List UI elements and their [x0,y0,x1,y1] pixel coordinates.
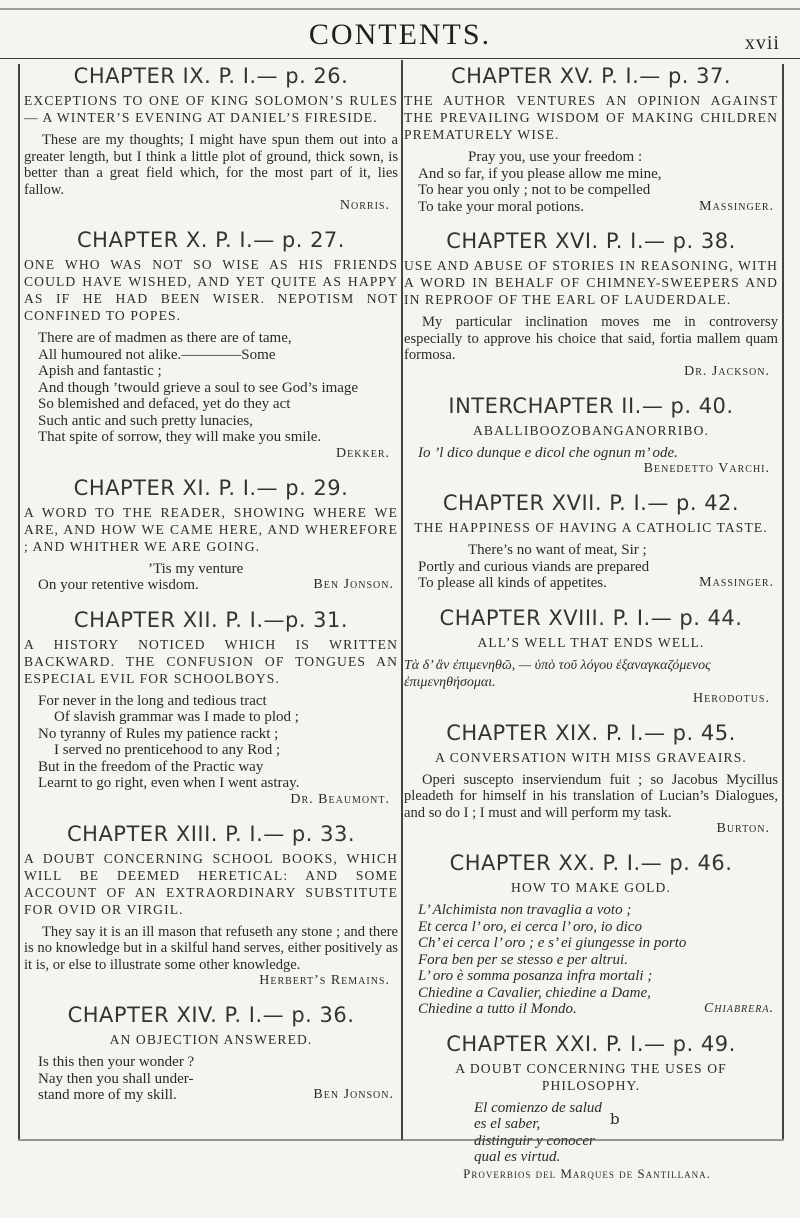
epigraph-prose [404,772,778,822]
epigraph-attribution: Burton. [716,821,770,836]
chapter-summary: HOW TO MAKE GOLD. [511,880,671,895]
verse-line: Fora ben per se stesso e per altrui. [418,951,628,968]
verse-text: On your retentive wisdom. [38,577,199,593]
chapter-summary: A CONVERSATION WITH MISS GRAVEAIRS. [435,749,747,765]
verse-line: There are of madmen as there are of tame, [38,330,292,346]
chapter-heading: CHAPTER XI. P. I.— p. 29. [73,475,349,500]
chapter-heading: CHAPTER XIII. P. I.— p. 33. [66,821,356,846]
chapter-heading: CHAPTER XVI. P. I.— p. 38. [446,229,736,253]
epigraph-verse [24,330,398,446]
verse-line: Chiedine a Cavalier, chiedine a Dame, [418,984,651,1001]
verse-text: To take your moral potions. [418,198,585,215]
verse-line [418,1001,778,1018]
chapter-summary: THE HAPPINESS OF HAVING A CATHOLIC TASTE. [414,520,768,535]
verse-line: But in the freedom of the Practic way [38,758,264,775]
page-title: CONTENTS. [308,18,492,51]
verse-line [38,577,398,594]
verse-line [38,1087,398,1104]
chapter-summary: USE AND ABUSE OF STORIES IN REASONING, WITH A WORD IN BEHALF OF CHIMNEY-SWEEPERS AND IN REPROOF OF THE EARL OF LAUDERDALE. [404,258,778,307]
chapter-entry [24,822,398,990]
chapter-entry [24,1003,398,1104]
verse-line: L’ oro è somma posanza infra mortali ; [418,968,653,984]
epigraph-text: These are my thoughts; I might have spun them out into a greater length, but I think a little plot of ground, thick sown, is better than a great field which, for the most part of it, lies fallow. [24,132,398,198]
epigraph-attribution: Massinger. [699,575,774,590]
verse-line: El comienzo de salud [474,1099,602,1116]
chapter-heading: CHAPTER X. P. I.— p. 27. [77,228,345,252]
chapter-heading: CHAPTER IX. P. I.— p. 26. [73,64,349,88]
verse-text: To please all kinds of appetites. [418,575,607,591]
chapter-entry [404,721,778,838]
verse-line: Learnt to go right, even when I went astray. [38,775,300,791]
verse-line: Io ’l dico dunque e dicol che ognun m’ ode. [418,444,678,461]
chapter-entry [24,608,398,808]
epigraph-attribution: Benedetto Varchi. [643,461,770,476]
chapter-entry [404,606,778,707]
chapter-heading: CHAPTER XX. P. I.— p. 46. [449,851,733,875]
epigraph-verse [24,1054,398,1104]
chapter-entry [404,394,778,478]
verse-line: Ch’ ei cerca l’ oro ; e s’ ei giungesse in porto [418,935,687,951]
chapter-entry [24,228,398,462]
chapter-summary: AN OBJECTION ANSWERED. [109,1032,313,1047]
chapter-heading: INTERCHAPTER II.— p. 40. [448,393,734,418]
verse-line: And though ’twould grieve a soul to see God’s image [38,379,359,396]
verse-line: Pray you, use your freedom : [468,149,643,165]
column-divider [401,60,403,1140]
verse-text: stand more of my skill. [38,1087,177,1103]
epigraph-attribution: Dekker. [336,445,390,461]
chapter-summary: ONE WHO WAS NOT SO WISE AS HIS FRIENDS COULD HAVE WISHED, AND YET QUITE AS HAPPY AS IF HE HAD BEEN WISER. NEPOTISM NOT CONFINED TO POPES. [24,257,398,323]
page-number: xvii [744,32,780,54]
epigraph-prose [24,132,398,198]
left-column [18,64,398,1139]
chapter-heading: CHAPTER XVIII. P. I.— p. 44. [439,605,743,630]
epigraph-verse [24,561,398,594]
epigraph-attribution: Herodotus. [693,690,770,706]
verse-line: So blemished and defaced, yet do they act [38,396,291,412]
epigraph-attribution: Dr. Beaumont. [290,791,390,807]
epigraph-prose [404,314,778,364]
verse-line: No tyranny of Rules my patience rackt ; [38,725,279,742]
epigraph-text: Operi suscepto inserviendum fuit ; so Jacobus Mycillus pleadeth for himself in his translation of Lucian’s Dialogues, and so do I ; I must and will perform my task. [404,771,778,821]
verse-line: I served no prenticehood to any Rod ; [54,742,281,758]
right-column [404,64,784,1181]
chapter-summary: A DOUBT CONCERNING SCHOOL BOOKS, WHICH WILL BE DEEMED HERETICAL: AND SOME ACCOUNT OF AN EXTRAORDINARY SUBSTITUTE FOR OVID OR VIRGIL. [24,850,398,917]
verse-line: ’Tis my venture [148,560,244,577]
chapter-entry [24,64,398,214]
chapter-summary: ABALLIBOOZOBANGANORRIBO. [473,422,709,438]
chapter-heading: CHAPTER XV. P. I.— p. 37. [450,64,732,88]
chapter-entry [404,1032,778,1182]
verse-text: Chiedine a tutto il Mondo. [418,1001,577,1017]
verse-line: For never in the long and tedious tract [38,692,267,709]
verse-line: All humoured not alike.————Some [38,346,276,363]
verse-line: qual es virtud. [474,1149,561,1165]
epigraph-verse [404,542,778,592]
verse-line: L’ Alchimista non travaglia a voto ; [418,902,632,918]
epigraph-text: My particular inclination moves me in controversy especially to approve his choice that said, fortia mallem quam formosa. [404,314,778,363]
verse-line: To hear you only ; not to be compelled [418,182,651,198]
epigraph-verse [24,693,398,792]
epigraph-prose [24,924,398,974]
epigraph-attribution: Ben Jonson. [313,577,394,592]
verse-line: Such antic and such pretty lunacies, [38,412,253,429]
epigraph-attribution: Ben Jonson. [313,1087,394,1102]
chapter-entry [404,229,778,380]
verse-line [418,199,778,216]
page-header [0,18,800,59]
epigraph-verse [404,445,778,462]
epigraph-verse [404,902,778,1018]
chapter-entry [24,476,398,594]
chapter-heading: CHAPTER XVII. P. I.— p. 42. [442,491,740,515]
chapter-heading: CHAPTER XIX. P. I.— p. 45. [446,720,736,745]
epigraph-attribution: Herbert’s Remains. [259,973,390,988]
verse-line: es el saber, [474,1116,541,1132]
epigraph-attribution: Proverbios del Marques de Santillana. [463,1165,711,1181]
chapter-summary: EXCEPTIONS TO ONE OF KING SOLOMON’S RULES — A WINTER’S EVENING AT DANIEL’S FIRESIDE. [24,93,398,125]
chapter-summary: THE AUTHOR VENTURES AN OPINION AGAINST THE PREVAILING WISDOM OF MAKING CHILDREN PREMATURELY WISE. [404,93,778,142]
bottom-rule [18,1139,784,1141]
chapter-entry [404,64,778,215]
chapter-heading: CHAPTER XIV. P. I.— p. 36. [67,1003,355,1027]
epigraph-verse [404,149,778,215]
verse-line: Apish and fantastic ; [38,363,162,379]
verse-line: Portly and curious viands are prepared [418,558,650,575]
verse-line [418,575,778,592]
verse-line: That spite of sorrow, they will make you smile. [38,429,322,445]
chapter-heading: CHAPTER XII. P. I.—p. 31. [73,607,349,632]
epigraph-text: They say it is an ill mason that refuseth any stone ; and there is no knowledge but in a skilful hand serves, either positively as it is, or else to illustrate some other knowledge. [24,923,398,973]
chapter-summary: A DOUBT CONCERNING THE USES OF PHILOSOPHY. [455,1060,727,1093]
signature-mark: b [610,1110,620,1128]
top-rule [0,8,800,10]
verse-line: Nay then you shall under- [38,1070,194,1087]
chapter-heading: CHAPTER XXI. P. I.— p. 49. [446,1031,736,1056]
epigraph-attribution: Massinger. [699,198,774,214]
chapter-entry [404,851,778,1018]
epigraph-verse [404,1100,778,1166]
verse-line: Is this then your wonder ? [38,1054,195,1070]
chapter-summary: ALL’S WELL THAT ENDS WELL. [477,634,705,650]
chapter-summary: A HISTORY NOTICED WHICH IS WRITTEN BACKWARD. THE CONFUSION OF TONGUES AN ESPECIAL EVIL FOR SCHOOLBOYS. [24,636,398,686]
verse-line: There’s no want of meat, Sir ; [468,542,647,558]
epigraph-attribution: Chiabrera. [703,1001,774,1016]
epigraph-attribution: Dr. Jackson. [684,363,770,379]
chapter-entry [404,491,778,592]
chapter-summary: A WORD TO THE READER, SHOWING WHERE WE ARE, AND HOW WE CAME HERE, AND WHEREFORE ; AND WHITHER WE ARE GOING. [24,504,398,554]
verse-line: And so far, if you please allow me mine, [418,165,662,182]
epigraph-greek: Τὰ δ’ ἂν ἐπιμενηθῶ, — ὑπὸ τοῦ λόγου ἐξαναγκαζόμενος ἐπιμενηθήσομαι. [404,657,711,690]
verse-line: Et cerca l’ oro, ei cerca l’ oro, io dico [418,918,642,935]
epigraph-attribution: Norris. [339,198,390,213]
verse-line: Of slavish grammar was I made to plod ; [54,709,299,725]
